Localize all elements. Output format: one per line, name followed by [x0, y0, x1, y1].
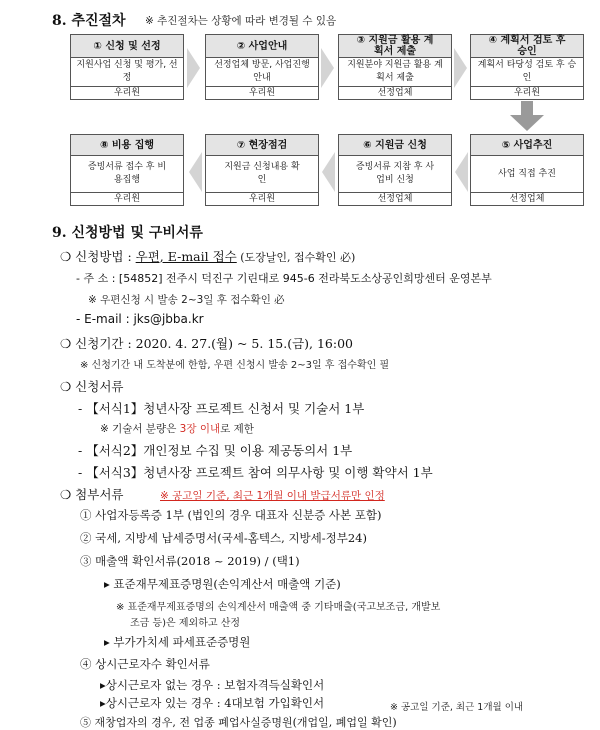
step-owner: 선정업체 [377, 88, 413, 98]
step-owner: 선정업체 [509, 194, 545, 204]
step-owner: 우리원 [513, 88, 541, 98]
step-body: 증빙서류 지참 후 사업비 신청 [339, 156, 451, 193]
step-header: ② 사업안내 [206, 35, 318, 58]
method-label: ❍ 신청방법 : [60, 249, 136, 264]
step-body: 지원분야 지원금 활용 계획서 제출 [339, 58, 451, 87]
docs-title: ❍ 신청서류 [60, 379, 124, 394]
attach-title: ❍ 첨부서류 [60, 487, 124, 502]
attach-4-bullet-2: ▸상시근로자 있는 경우 : 4대보험 가입확인서 [100, 696, 325, 710]
step-7-box [205, 134, 319, 206]
period-line: ❍ 신청기간 : 2020. 4. 27.(월) ~ 5. 15.(금), 16:00 [60, 336, 354, 351]
step-body: 사업 직접 추진 [471, 156, 583, 193]
step-owner: 선정업체 [377, 194, 413, 204]
form2: - 【서식2】개인정보 수집 및 이용 제공동의서 1부 [78, 443, 353, 458]
step-header: ⑥ 지원금 신청 [339, 135, 451, 156]
step-header: ③ 지원금 활용 계획서 제출 [339, 35, 451, 58]
arrow-down-icon [510, 101, 544, 131]
attach-4: ④ 상시근로자수 확인서류 [80, 657, 210, 671]
attach-3: ③ 매출액 확인서류(2018 ~ 2019) / (택1) [80, 554, 300, 568]
step-header: ⑤ 사업추진 [471, 135, 583, 156]
arrow-left-icon [189, 152, 202, 192]
step-8-box [70, 134, 184, 206]
email-line: - E-mail : jks@jbba.kr [76, 312, 204, 326]
form1-note-red: 3장 이내 [179, 423, 221, 435]
step-header: ④ 계획서 검토 후 승인 [471, 35, 583, 58]
step-owner: 우리원 [248, 194, 276, 204]
attach-3-bullet-1: ▸ 표준재무제표증명원(손익계산서 매출액 기준) [104, 577, 341, 591]
step-header: ⑧ 비용 집행 [71, 135, 183, 156]
step-owner: 우리원 [113, 88, 141, 98]
form3: - 【서식3】청년사장 프로젝트 참여 의무사항 및 이행 확약서 1부 [78, 465, 433, 480]
attach-1: ① 사업자등록증 1부 (법인의 경우 대표자 신분증 사본 포함) [80, 508, 382, 522]
step-body: 선정업체 방문, 사업진행 안내 [206, 58, 318, 87]
method-value: 우편, E-mail 접수 [135, 249, 237, 264]
attach-note: ※ 공고일 기준, 최근 1개월 이내 발급서류만 인정 [160, 490, 385, 502]
attach-4-bullet-1: ▸상시근로자 없는 경우 : 보험자격득실확인서 [100, 678, 325, 692]
step-5-box [470, 134, 584, 206]
period-note: ※ 신청기간 내 도착분에 한함, 우편 신청시 발송 2~3일 후 접수확인 필 [80, 360, 390, 371]
form1: - 【서식1】청년사장 프로젝트 신청서 및 기술서 1부 [78, 401, 365, 416]
section8-title: 8. 추진절차 [52, 13, 126, 29]
step-owner: 우리원 [248, 88, 276, 98]
step-body: 계획서 타당성 검토 후 승인 [471, 58, 583, 87]
step-1-box [70, 34, 184, 100]
method-line [60, 247, 355, 265]
address-line: - 주 소 : [54852] 전주시 덕진구 기린대로 945-6 전라북도소상공인희망센터 운영본부 [76, 272, 492, 285]
step-body: 증빙서류 접수 후 비용집행 [71, 156, 183, 193]
arrow-right-icon [454, 48, 467, 88]
arrow-left-icon [455, 152, 468, 192]
step-body: 지원사업 신청 및 평가, 선정 [71, 58, 183, 87]
step-owner: 우리원 [113, 194, 141, 204]
step-3-box [338, 34, 452, 100]
attach-4-note: ※ 공고일 기준, 최근 1개월 이내 [390, 702, 524, 713]
step-4-box [470, 34, 584, 100]
section8-note: ※ 추진절차는 상황에 따라 변경될 수 있음 [145, 15, 337, 27]
section9-title: 9. 신청방법 및 구비서류 [52, 225, 203, 241]
form1-note-post: 로 제한 [220, 423, 254, 435]
arrow-right-icon [321, 48, 334, 88]
method-suffix: (도장날인, 접수확인 必) [236, 251, 356, 264]
attach-3-note-1: ※ 표준재무제표증명의 손익계산서 매출액 중 기타매출(국고보조금, 개발보 [116, 602, 441, 613]
form1-note-pre: ※ 기술서 분량은 [100, 423, 180, 435]
post-note: ※ 우편신청 시 발송 2~3일 후 접수확인 必 [88, 294, 285, 306]
attach-5: ⑤ 재창업자의 경우, 전 업종 폐업사실증명원(개업일, 폐업일 확인) [80, 716, 397, 729]
step-6-box [338, 134, 452, 206]
arrow-left-icon [322, 152, 335, 192]
form1-note [100, 421, 254, 436]
attach-2: ② 국세, 지방세 납세증명서(국세-홈텍스, 지방세-정부24) [80, 531, 367, 545]
attach-3-note-2: 조금 등)은 제외하고 산정 [130, 618, 241, 629]
step-body: 지원금 신청내용 확인 [206, 156, 318, 193]
attach-3-bullet-2: ▸ 부가가치세 파세표준증명원 [104, 635, 251, 649]
step-2-box [205, 34, 319, 100]
step-header: ① 신청 및 선정 [71, 35, 183, 58]
arrow-right-icon [187, 48, 200, 88]
step-header: ⑦ 현장점검 [206, 135, 318, 156]
